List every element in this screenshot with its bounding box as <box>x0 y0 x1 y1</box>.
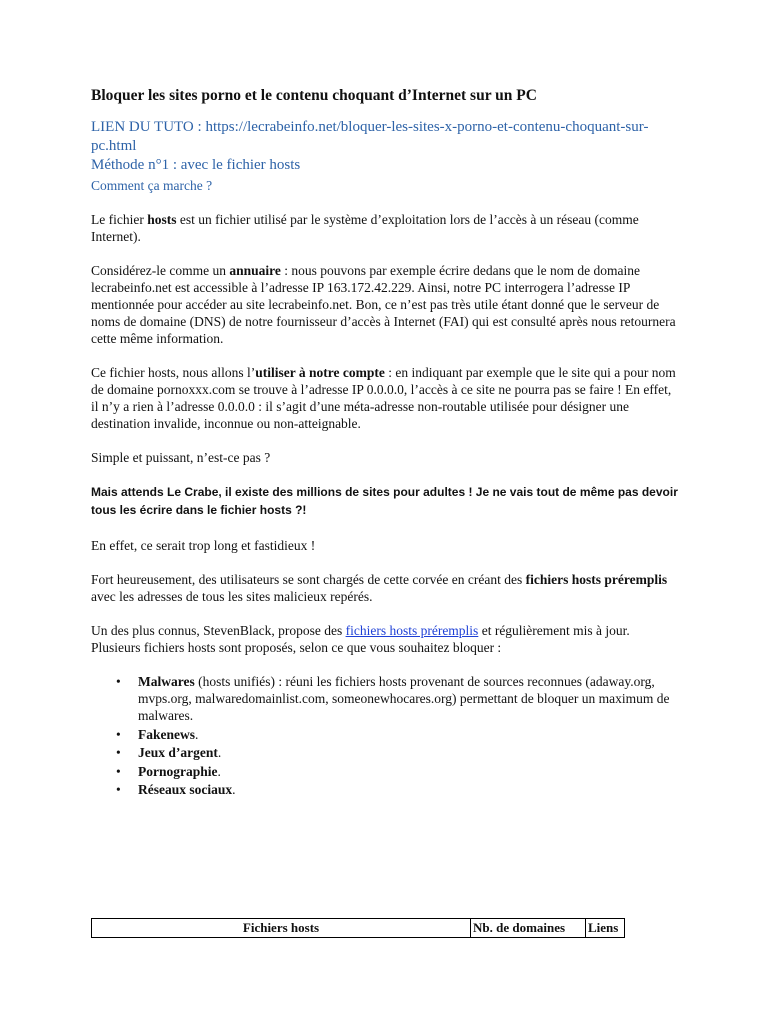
method-heading: Méthode n°1 : avec le fichier hosts <box>91 157 301 173</box>
list-item-bold: Pornographie <box>138 763 218 779</box>
paragraph-stevenblack <box>91 622 681 656</box>
quote-crabe: Mais attends Le Crabe, il existe des millions de sites pour adultes ! Je ne vais tout de même pas devoir tous les écrire dans le fichier hosts ?! <box>91 485 678 517</box>
p2-bold: annuaire <box>229 263 281 278</box>
list-item <box>91 673 681 724</box>
p3-text-c: : en indiquant par exemple que le site qui a pour nom de domaine pornoxxx.com se trouve à l’adresse IP 0.0.0.0, l’accès à ce site ne pourra pas se faire ! En effet, il n’y a rien à l’adresse 0.0.0.0 : il s’agit d’une méta-adresse non-routable utilisée pour désigner une destination invalide, inconnue ou non-atteignable. <box>91 365 676 431</box>
p6-text-a: Fort heureusement, des utilisateurs se sont chargés de cette corvée en créant des <box>91 572 526 587</box>
bullet-icon: • <box>116 745 121 760</box>
tuto-prefix: LIEN DU TUTO : <box>91 119 206 135</box>
paragraph-fastidieux: En effet, ce serait trop long et fastidieux ! <box>91 538 316 553</box>
list-item-text: . <box>232 782 236 797</box>
list-item-bold: Réseaux sociaux <box>138 782 233 797</box>
table-header-fichiers: Fichiers hosts <box>92 919 471 938</box>
document-title: Bloquer les sites porno et le contenu choquant d’Internet sur un PC <box>91 87 537 104</box>
bullet-icon: • <box>116 763 121 779</box>
p7-text-a: Un des plus connus, StevenBlack, propose des <box>91 623 346 638</box>
document-body <box>91 86 681 800</box>
p1-bold: hosts <box>147 212 177 227</box>
hosts-table <box>91 918 625 938</box>
p3-bold: utiliser à notre compte <box>255 365 385 380</box>
paragraph-preremplis <box>91 571 681 605</box>
list-item <box>91 781 681 798</box>
p3-text-a: Ce fichier hosts, nous allons l’ <box>91 365 256 380</box>
p7-text-c: et régulièrement mis à jour. Plusieurs fichiers hosts sont proposés, selon ce que vous souhaitez bloquer : <box>91 623 630 655</box>
list-item <box>91 744 681 761</box>
list-item-text: (hosts unifiés) : réuni les fichiers hosts provenant de sources reconnues (adaway.org, mvps.org, malwaredomainlist.com, someonewhocares.org) permettant de bloquer un maximum de malwares. <box>138 674 670 723</box>
bullet-icon: • <box>116 726 121 742</box>
paragraph-usage <box>91 364 681 432</box>
table-header-liens: Liens <box>586 919 625 938</box>
paragraph-simple: Simple et puissant, n’est-ce pas ? <box>91 450 271 465</box>
p1-text-a: Le fichier <box>91 212 148 227</box>
list-item-text: . <box>217 763 221 779</box>
list-item-text: . <box>217 745 222 760</box>
p2-text-a: Considérez-le comme un <box>91 263 230 278</box>
bullet-icon: • <box>116 782 121 797</box>
list-item-text: . <box>195 726 199 742</box>
p6-bold: fichiers hosts préremplis <box>525 572 668 587</box>
table-header-domaines: Nb. de domaines <box>471 919 586 938</box>
list-item <box>91 726 681 743</box>
list-item <box>91 763 681 780</box>
table-header-row <box>92 919 625 938</box>
section-subtitle: Comment ça marche ? <box>91 178 213 193</box>
list-item-bold: Jeux d’argent <box>138 745 218 760</box>
paragraph-annuaire <box>91 262 681 347</box>
tuto-url[interactable]: https://lecrabeinfo.net/bloquer-les-sites-x-porno-et-contenu-choquant-sur-pc.html <box>91 119 649 154</box>
paragraph-hosts-intro <box>91 211 681 245</box>
list-item-bold: Fakenews <box>138 726 195 742</box>
bullet-icon: • <box>116 674 121 689</box>
p2-text-c: : nous pouvons par exemple écrire dedans que le nom de domaine lecrabeinfo.net est accessible à l’adresse IP 163.172.42.229. Ainsi, notre PC interrogera l’adresse IP mentionnée pour accéder au site lecrabeinfo.net. Bon, ce n’est pas très utile étant donné que le serveur de noms de domaine (DNS) de notre fournisseur d’accès à Internet (FAI) qui est consulté après nous retournera cette même information. <box>91 263 676 346</box>
p1-text-c: est un fichier utilisé par le système d’exploitation lors de l’accès à un réseau (comme Internet). <box>91 212 639 244</box>
list-item-bold: Malwares <box>138 674 195 689</box>
p6-text-c: avec les adresses de tous les sites malicieux repérés. <box>91 589 373 604</box>
hosts-preremplis-link[interactable]: fichiers hosts préremplis <box>345 623 479 638</box>
hosts-categories-list <box>91 673 681 798</box>
tuto-link-line <box>91 118 681 156</box>
